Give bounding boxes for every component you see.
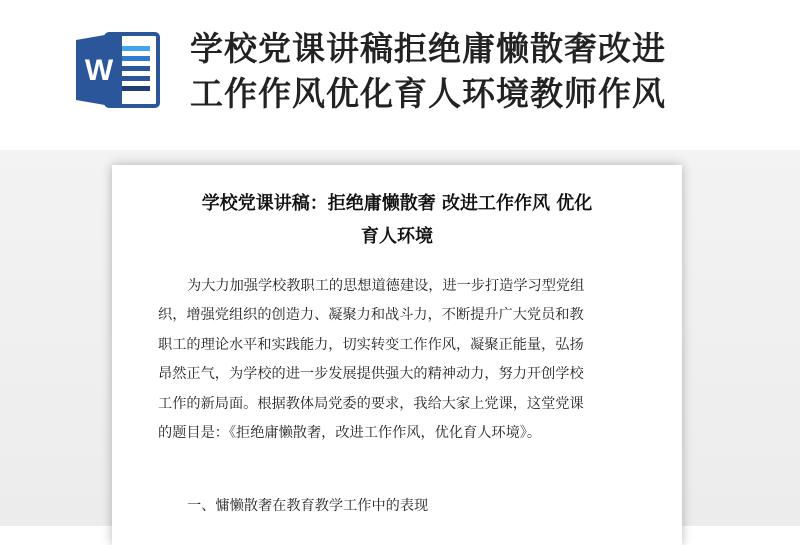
body-line: 职工的理论水平和实践能力，切实转变工作作风，凝聚正能量，弘扬 [158, 336, 584, 353]
document-body [158, 272, 644, 448]
header-title [190, 26, 790, 116]
document-title-line: 育人环境 [361, 226, 433, 247]
body-line: 工作的新局面。根据教体局党委的要求，我给大家上党课，这堂党课 [158, 395, 584, 412]
section-heading: 一、慵懒散奢在教育教学工作中的表现 [187, 498, 429, 514]
svg-text:W: W [84, 54, 114, 87]
word-document-icon [76, 28, 162, 112]
document-title-line: 学校党课讲稿：拒绝庸懒散奢 改进工作作风 优化 [201, 193, 593, 214]
body-line: 昂然正气，为学校的进一步发展提供强大的精神动力，努力开创学校 [158, 366, 584, 383]
document-title [112, 187, 682, 253]
header-title-line: 学校党课讲稿拒绝庸懒散奢改进 [190, 29, 666, 68]
header-banner [0, 0, 800, 150]
body-line: 织，增强党组织的创造力、凝聚力和战斗力，不断提升广大党员和教 [158, 307, 584, 324]
body-line: 的题目是：《拒绝庸懒散奢，改进工作作风，优化育人环境》。 [158, 424, 542, 441]
header-title-line: 工作作风优化育人环境教师作风 [190, 74, 666, 113]
body-line: 为大力加强学校教职工的思想道德建设，进一步打造学习型党组 [187, 278, 585, 294]
document-page [112, 165, 682, 545]
